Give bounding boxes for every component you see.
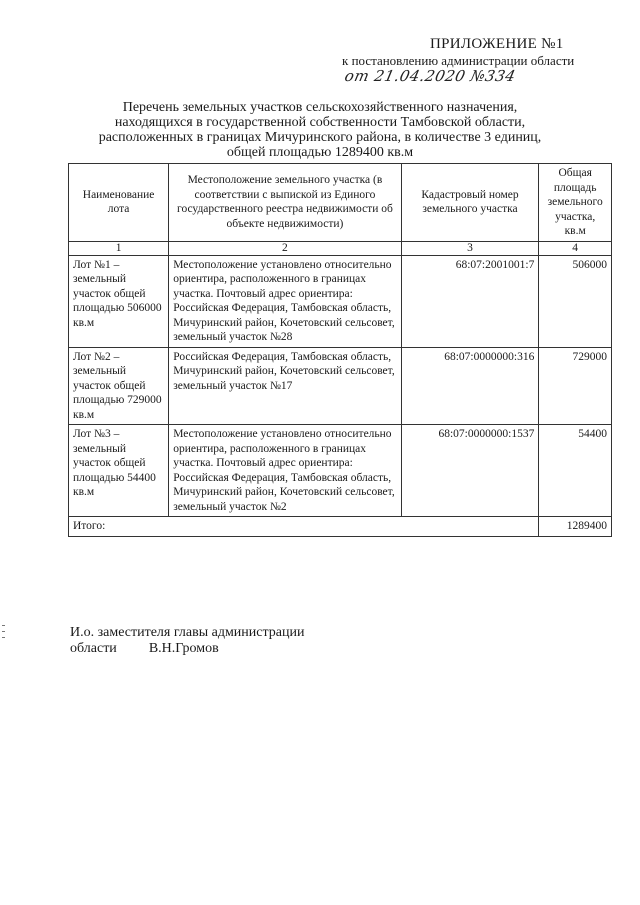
title-line-3: расположенных в границах Мичуринского района, в количестве 3 единиц, — [98, 130, 542, 145]
header-location: Местоположение земельного участка (в соответствии с выпиской из Единого государственного реестра недвижимости об объекте недвижимости) — [169, 164, 401, 242]
lot-cadastral-number: 68:07:2001001:7 — [401, 255, 539, 347]
title-line-1: Перечень земельных участков сельскохозяйственного назначения, — [122, 100, 518, 115]
lot-area: 729000 — [539, 347, 612, 425]
scan-edge-marks — [2, 625, 8, 655]
total-row — [69, 517, 612, 537]
table-row — [69, 425, 612, 517]
signatory-position-cont: области — [70, 641, 117, 656]
lot-cadastral-number: 68:07:0000000:1537 — [401, 425, 539, 517]
column-number: 2 — [169, 241, 401, 255]
document-title — [70, 100, 570, 160]
title-line-2: находящихся в государственной собственности Тамбовской области, — [114, 115, 526, 130]
header-area: Общая площадь земельного участка, кв.м — [539, 164, 612, 242]
title-line-4: общей площадью 1289400 кв.м — [226, 145, 414, 160]
header-lot: Наименование лота — [69, 164, 169, 242]
lot-area: 54400 — [539, 425, 612, 517]
signature-block — [70, 625, 304, 657]
appendix-title: ПРИЛОЖЕНИЕ №1 — [430, 36, 564, 52]
column-number: 4 — [539, 241, 612, 255]
land-plots-table — [68, 163, 612, 537]
table-header-row — [69, 164, 612, 242]
lot-area: 506000 — [539, 255, 612, 347]
column-number: 1 — [69, 241, 169, 255]
lot-location: Местоположение установлено относительно ориентира, расположенного в границах участка. Почтовый адрес ориентира: Российская Федерация, Тамбовская область, Мичуринский район, Кочетовский сельсовет, земельный участок №28 — [169, 255, 401, 347]
signatory-position: И.о. заместителя главы администрации — [70, 625, 305, 640]
table-row — [69, 347, 612, 425]
lot-name: Лот №1 – земельный участок общей площадью 506000 кв.м — [69, 255, 169, 347]
lot-name: Лот №3 – земельный участок общей площадью 54400 кв.м — [69, 425, 169, 517]
appendix-subtitle: к постановлению администрации области — [342, 53, 575, 68]
table-row — [69, 255, 612, 347]
column-number-row — [69, 241, 612, 255]
column-number: 3 — [401, 241, 539, 255]
header-cadastral: Кадастровый номер земельного участка — [401, 164, 539, 242]
lot-location: Местоположение установлено относительно ориентира, расположенного в границах участка. Почтовый адрес ориентира: Российская Федерация, Тамбовская область, Мичуринский район, Кочетовский сельсовет, земельный участок №2 — [169, 425, 401, 517]
signatory-name: В.Н.Громов — [148, 641, 219, 656]
lot-location: Российская Федерация, Тамбовская область, Мичуринский район, Кочетовский сельсовет, земельный участок №17 — [169, 347, 401, 425]
lot-name: Лот №2 – земельный участок общей площадью 729000 кв.м — [69, 347, 169, 425]
lot-cadastral-number: 68:07:0000000:316 — [401, 347, 539, 425]
total-value: 1289400 — [539, 517, 612, 537]
decree-handwritten-date: от 21.04.2020 №334 — [343, 67, 518, 85]
total-label: Итого: — [69, 517, 539, 537]
